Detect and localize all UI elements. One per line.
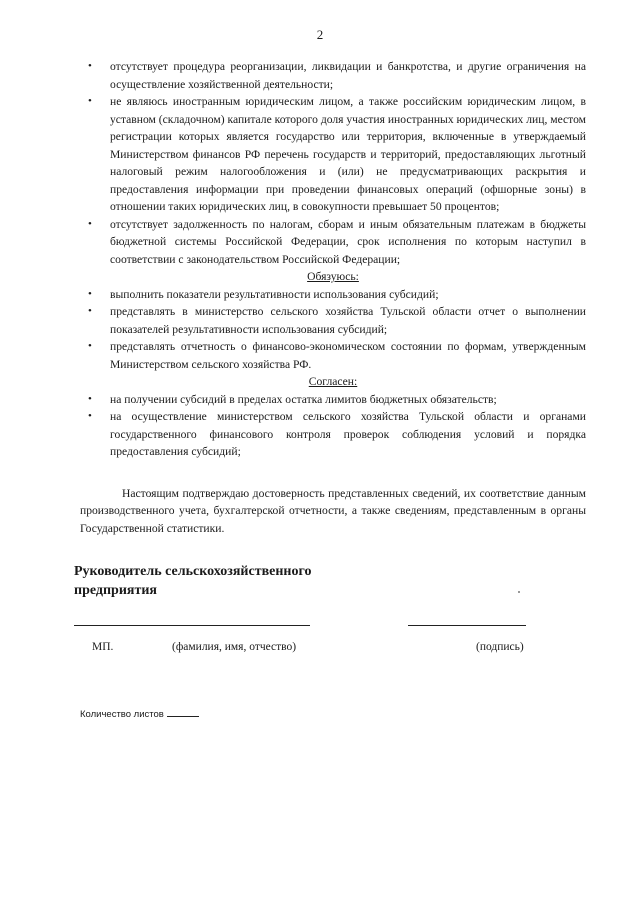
name-signature-line [74, 625, 310, 626]
bullet-icon: • [88, 217, 92, 230]
signature-line [408, 625, 526, 626]
page-number: 2 [316, 27, 324, 42]
consent-heading: Согласен: [308, 375, 358, 388]
list-item: • на получении субсидий в пределах остатка лимитов бюджетных обязательств; [80, 391, 586, 409]
sign-caption: (подпись) [476, 641, 524, 653]
obligations-heading: Обязуюсь: [307, 270, 359, 283]
confirmation-paragraph: Настоящим подтверждаю достоверность представленных сведений, их соответствие данным производственного учета, бухгалтерской отчетности, а также сведениям, представленным в органы Государственной статистики. [80, 486, 586, 535]
document-body [80, 58, 586, 537]
list-item: • не являюсь иностранным юридическим лицом, а также российским юридическим лицом, в уставном (складочном) капитале которого доля участия иностранных юридических лиц, местом регистрации которых является государство или территория, включенные в утверждаемый Министерством финансов РФ перечень государств и территорий, предоставляющих льготный налоговый режим налогообложения и (или) не предусматривающих раскрытия и предоставления информации при проведении финансовых операций (офшорные зоны) в отношении таких юридических лиц, в совокупности превышает 50 процентов; [88, 95, 586, 213]
bullet-icon: • [88, 95, 92, 107]
sheet-count-label: Количество листов [80, 709, 164, 720]
list-item: • отсутствует процедура реорганизации, ликвидации и банкротства, и другие ограничения на осуществление хозяйственной деятельности; [88, 60, 586, 91]
stamp-label: МП. [92, 641, 114, 653]
signature-title-line1: Руководитель сельскохозяйственного [74, 564, 312, 579]
list-item: • представлять в министерство сельского хозяйства Тульской области отчет о выполнении показателей результативности использования субсидий; [88, 305, 586, 336]
list-item: • выполнить показатели результативности использования субсидий; [80, 286, 586, 304]
signature-title-line2: предприятия [74, 583, 157, 598]
bullet-icon: • [88, 287, 92, 300]
name-caption: (фамилия, имя, отчество) [172, 641, 297, 653]
bullet-icon: • [88, 60, 92, 72]
list-item: • отсутствует задолженность по налогам, сборам и иным обязательным платежам в бюджеты бюджетной системы Российской Федерации, срок исполнения по которым наступил в соответствии с законодательством Российской Федерации; [88, 217, 586, 266]
list-item: • представлять отчетность о финансово-экономическом состоянии по формам, утвержденным Министерством сельского хозяйства РФ. [88, 340, 586, 371]
bullet-icon: • [88, 410, 92, 422]
signature-title [74, 562, 374, 600]
bullet-icon: • [88, 305, 92, 317]
speck [518, 591, 520, 593]
sheet-count [80, 707, 199, 720]
list-item: • на осуществление министерством сельского хозяйства Тульской области и органами государственного финансового контроля проверок соблюдения условий и порядка предоставления субсидий; [88, 410, 586, 458]
bullet-icon: • [88, 340, 92, 352]
bullet-icon: • [88, 392, 92, 405]
sheet-count-blank [167, 707, 199, 717]
